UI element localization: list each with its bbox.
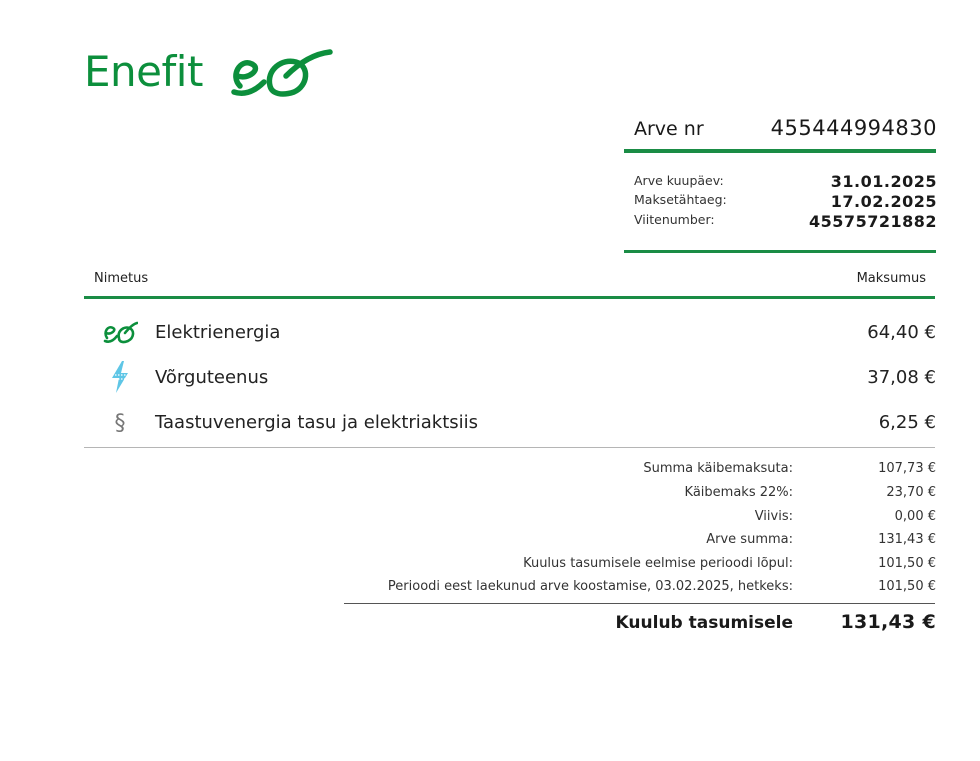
summary-value-vat: 23,70 € (886, 485, 936, 500)
item-amount-electricity: 64,40 € (867, 322, 936, 343)
summary-value-net: 107,73 € (878, 461, 936, 476)
energy-swoosh-icon (102, 317, 138, 349)
column-header-name: Nimetus (94, 271, 149, 286)
summary-value-received: 101,50 € (878, 579, 936, 594)
reference-number: 45575721882 (809, 212, 937, 231)
invoice-number-label: Arve nr (634, 118, 704, 140)
item-name-electricity: Elektrienergia (155, 322, 281, 343)
item-amount-renewable-fee: 6,25 € (878, 412, 936, 433)
summary-value-penalty: 0,00 € (894, 509, 936, 524)
lightning-icon (102, 361, 138, 393)
summary-label-invoice-total: Arve summa: (706, 532, 793, 547)
summary-label-vat: Käibemaks 22%: (684, 485, 793, 500)
table-header-divider (84, 296, 935, 299)
column-header-amount: Maksumus (856, 271, 926, 286)
summary-label-previous-due: Kuulus tasumisele eelmise perioodi lõpul: (523, 556, 793, 571)
item-amount-network: 37,08 € (867, 367, 936, 388)
total-divider (344, 603, 935, 604)
section-sign-icon: § (114, 410, 126, 436)
amount-due-value: 131,43 € (840, 611, 936, 633)
item-name-renewable-fee: Taastuvenergia tasu ja elektriaktsiis (155, 412, 479, 433)
invoice-number: 455444994830 (770, 116, 937, 140)
amount-due-label: Kuulub tasumisele (615, 613, 793, 633)
item-name-network: Võrguteenus (155, 367, 269, 388)
reference-number-label: Viitenumber: (634, 212, 715, 227)
enefit-swoosh-icon (226, 46, 334, 102)
summary-value-invoice-total: 131,43 € (878, 532, 936, 547)
summary-value-previous-due: 101,50 € (878, 556, 936, 571)
invoice-date: 31.01.2025 (830, 172, 937, 191)
summary-label-net: Summa käibemaksuta: (643, 461, 793, 476)
items-divider (84, 447, 935, 448)
brand-logo-text: Enefit (84, 47, 203, 96)
invoice-header-divider (624, 149, 936, 153)
invoice-date-label: Arve kuupäev: (634, 173, 724, 188)
due-date: 17.02.2025 (830, 192, 937, 211)
invoice-meta-divider (624, 250, 936, 253)
due-date-label: Maksetähtaeg: (634, 192, 727, 207)
summary-label-penalty: Viivis: (754, 509, 793, 524)
summary-label-received: Perioodi eest laekunud arve koostamise, 03.02.2025, hetkeks: (387, 579, 793, 594)
